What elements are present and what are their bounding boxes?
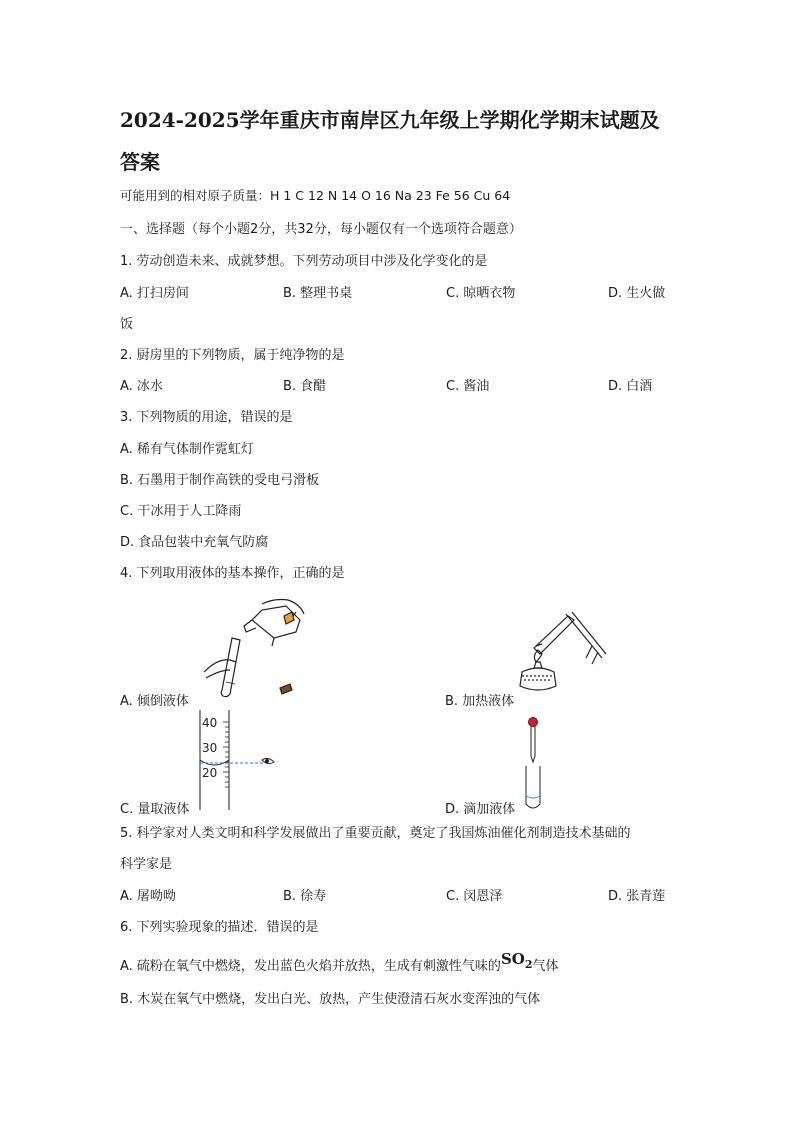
document-title-line1: 2024-2025学年重庆市南岸区九年级上学期化学期末试题及 <box>120 108 660 132</box>
so2-formula-main: SO <box>500 950 525 968</box>
question-6-stem: 6. 下列实验现象的描述．错误的是 <box>120 920 319 935</box>
q5-option-a[interactable]: A. 屠呦呦 <box>120 889 176 904</box>
so2-formula-subscript: 2 <box>524 958 533 971</box>
question-2-stem: 2. 厨房里的下列物质，属于纯净物的是 <box>120 348 345 363</box>
measuring-cylinder-figure <box>198 710 278 814</box>
q4-option-d[interactable]: D. 滴加液体 <box>445 802 516 817</box>
so2-formula <box>500 950 533 971</box>
q2-option-a[interactable]: A. 冰水 <box>120 379 163 394</box>
q5-option-b[interactable]: B. 徐寿 <box>283 889 327 904</box>
q3-option-b[interactable]: B. 石墨用于制作高铁的受电弓滑板 <box>120 473 320 488</box>
q4-option-c[interactable]: C. 量取液体 <box>120 802 190 817</box>
q1-option-d-wrap: 饭 <box>120 317 134 332</box>
q3-option-d[interactable]: D. 食品包装中充氧气防腐 <box>120 535 269 550</box>
q6-option-a-text: A. 硫粉在氧气中燃烧，发出蓝色火焰并放热，生成有刺激性气味的 <box>120 959 501 974</box>
q6-option-a[interactable] <box>120 950 559 977</box>
dropping-liquid-figure <box>522 716 546 810</box>
pouring-liquid-figure <box>200 598 310 700</box>
q3-option-a[interactable]: A. 稀有气体制作霓虹灯 <box>120 442 254 457</box>
q1-option-d[interactable]: D. 生火做 <box>608 286 666 301</box>
question-3-stem: 3. 下列物质的用途，错误的是 <box>120 410 293 425</box>
question-4-stem: 4. 下列取用液体的基本操作，正确的是 <box>120 566 345 581</box>
q5-option-c[interactable]: C. 闵恩泽 <box>446 889 503 904</box>
q6-option-a-tail: 气体 <box>532 959 559 974</box>
question-1-stem: 1. 劳动创造未来、成就梦想。下列劳动项目中涉及化学变化的是 <box>120 254 488 269</box>
cylinder-mark-20: 20 <box>202 766 218 780</box>
q2-option-d[interactable]: D. 白酒 <box>608 379 653 394</box>
question-5-stem-line1: 5. 科学家对人类文明和科学发展做出了重要贡献，奠定了我国炼油催化剂制造技术基础的 <box>120 826 631 841</box>
q1-option-b[interactable]: B. 整理书桌 <box>283 286 353 301</box>
q6-option-b[interactable]: B. 木炭在氧气中燃烧，发出白光、放热，产生使澄清石灰水变浑浊的气体 <box>120 992 541 1007</box>
q2-option-c[interactable]: C. 酱油 <box>446 379 490 394</box>
cylinder-mark-30: 30 <box>202 741 218 755</box>
document-title-line2: 答案 <box>120 150 160 174</box>
q1-option-a[interactable]: A. 打扫房间 <box>120 286 189 301</box>
q3-option-c[interactable]: C. 干冰用于人工降雨 <box>120 504 242 519</box>
atomic-masses-note: 可能用到的相对原子质量：H 1 C 12 N 14 O 16 Na 23 Fe 56 Cu 64 <box>120 188 511 203</box>
cylinder-mark-40: 40 <box>202 716 218 730</box>
q4-option-b[interactable]: B. 加热液体 <box>445 694 515 709</box>
section-heading: 一、选择题（每个小题2分，共32分，每小题仅有一个选项符合题意） <box>120 222 522 237</box>
q4-option-a[interactable]: A. 倾倒液体 <box>120 694 189 709</box>
q5-option-d[interactable]: D. 张青莲 <box>608 889 666 904</box>
q1-option-c[interactable]: C. 晾晒衣物 <box>446 286 516 301</box>
heating-liquid-figure <box>512 610 612 694</box>
question-5-stem-line2: 科学家是 <box>120 857 173 872</box>
q2-option-b[interactable]: B. 食醋 <box>283 379 327 394</box>
